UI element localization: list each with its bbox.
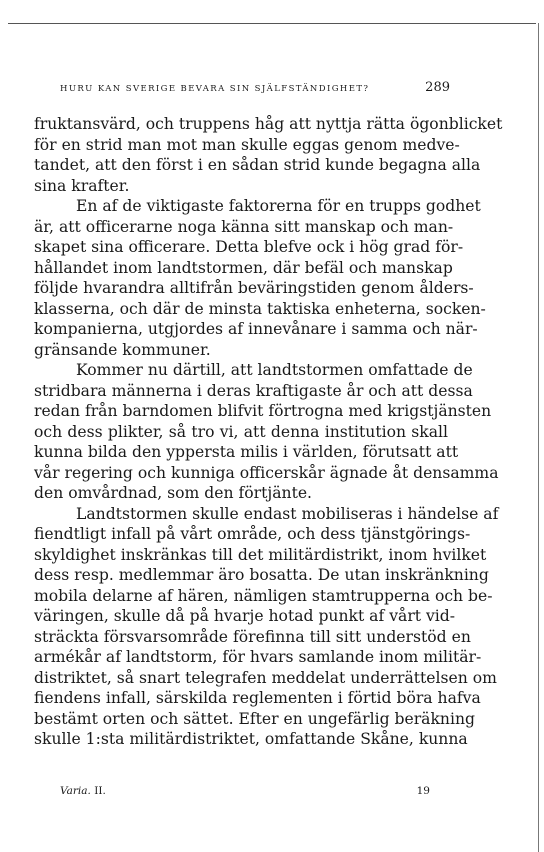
text-line: väringen, skulle då på hvarje hotad punkt af vårt vid- <box>34 607 456 625</box>
text-line: fruktansvärd, och truppens håg att nyttja rätta ögonblicket <box>34 115 503 133</box>
text-line: skulle 1:sta militärdistriktet, omfattande Skåne, kunna <box>34 730 468 748</box>
text-line: sina krafter. <box>34 176 130 195</box>
text-line: distriktet, så snart telegrafen meddelat underrättelsen om <box>34 668 497 687</box>
text-line: fiendtligt infall på vårt område, och dess tjänstgörings- <box>34 525 471 543</box>
text-line: kunna bilda den yppersta milis i världen, förutsatt att <box>34 443 459 461</box>
signature-mark <box>60 785 106 797</box>
text-line: armékår af landtstorm, för hvars samlande inom militär- <box>34 648 482 666</box>
sheet-number: 19 <box>416 785 430 797</box>
text-line: för en strid man mot man skulle eggas genom medve- <box>34 135 460 154</box>
text-line: Kommer nu därtill, att landtstormen omfattade de <box>76 361 473 379</box>
text-line: kompanierna, utgjordes af innevånare i samma och när- <box>34 320 478 338</box>
text-line: och dess plikter, så tro vi, att denna institution skall <box>34 422 448 441</box>
text-line: klasserna, och där de minsta taktiska enheterna, socken- <box>34 299 486 318</box>
text-line: den omvårdnad, som den förtjänte. <box>34 484 313 502</box>
text-line: vår regering och kunniga officerskår ägnade åt densamma <box>34 463 499 482</box>
text-line: följde hvarandra alltifrån beväringstiden genom ålders- <box>34 279 474 297</box>
text-line: En af de viktigaste faktorerna för en trupps godhet <box>76 197 481 215</box>
signature-italic: Varia. <box>60 785 91 797</box>
page-edge <box>538 23 539 852</box>
text-line: bestämt orten och sättet. Efter en ungefärlig beräkning <box>34 709 475 728</box>
page-number: 289 <box>425 80 450 95</box>
page-footer <box>60 785 430 797</box>
running-header <box>60 80 450 95</box>
text-line: är, att officerarne noga känna sitt manskap och man- <box>34 217 454 236</box>
signature-roman: II. <box>94 785 106 797</box>
text-line: skapet sina officerare. Detta blefve ock i hög grad för- <box>34 238 464 256</box>
text-line: redan från barndomen blifvit förtrogna med krigstjänsten <box>34 402 492 420</box>
text-line: fiendens infall, särskilda reglementen i förtid böra hafva <box>34 689 481 707</box>
text-line: skyldighet inskränkas till det militärdistrikt, inom hvilket <box>34 545 487 564</box>
text-line: sträckta försvarsområde förefinna till sitt understöd en <box>34 627 471 646</box>
text-line: stridbara männerna i deras kraftigaste år och att dessa <box>34 381 473 400</box>
text-line: Landtstormen skulle endast mobiliseras i händelse af <box>76 504 499 523</box>
top-rule <box>8 23 536 24</box>
text-line: dess resp. medlemmar äro bosatta. De utan inskränkning <box>34 566 489 584</box>
text-line: mobila delarne af hären, nämligen stamtrupperna och be- <box>34 586 493 605</box>
text-line: hållandet inom landtstormen, där befäl och manskap <box>34 258 453 277</box>
body-text <box>34 114 503 750</box>
running-title: HURU KAN SVERIGE BEVARA SIN SJÄLFSTÄNDIGHET? <box>60 84 370 94</box>
text-line: tandet, att den först i en sådan strid kunde begagna alla <box>34 156 481 174</box>
text-line: gränsande kommuner. <box>34 340 211 359</box>
